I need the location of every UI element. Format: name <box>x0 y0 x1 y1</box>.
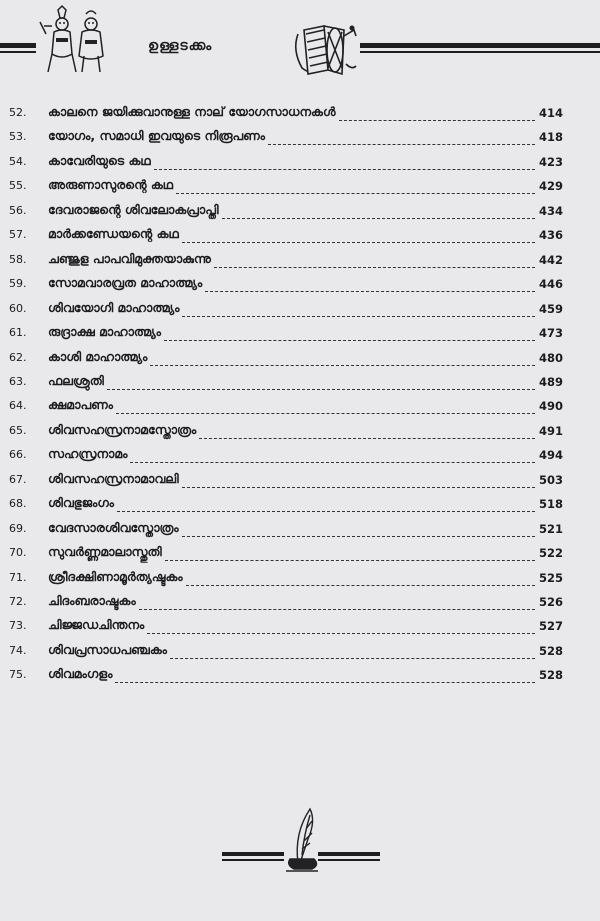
toc-entry-title: കാവേരിയുടെ കഥ <box>48 152 151 168</box>
toc-entry-title: ചിജ്ജഡചിന്തനം <box>48 617 145 633</box>
toc-entry-leader <box>339 120 535 121</box>
toc-entry-number: 52. <box>9 106 27 119</box>
toc-entry-leader <box>170 658 535 659</box>
toc-entry-number: 62. <box>9 350 27 364</box>
toc-entry-number: 70. <box>9 546 27 560</box>
toc-entry-page: 503 <box>538 472 563 487</box>
toc-entry-number: 66. <box>9 448 27 462</box>
toc-entry-page: 434 <box>538 203 563 218</box>
toc-entry-page: 528 <box>538 668 563 683</box>
toc-entry-leader <box>182 316 535 317</box>
toc-entry-title: സുവർണ്ണമാലാസ്തുതി <box>48 544 162 560</box>
toc-entry-page: 429 <box>538 179 563 194</box>
toc-entry-number: 64. <box>9 399 27 413</box>
toc-entry-title: ശിവപ്രസാധപഞ്ചകം <box>48 641 167 657</box>
toc-entry-number: 65. <box>9 423 27 437</box>
toc-entry-title: സഹസ്രനാമം <box>48 446 128 462</box>
toc-entry-page: 414 <box>538 106 563 120</box>
toc-entry-number: 60. <box>9 301 27 315</box>
toc-entry-number: 67. <box>9 472 27 486</box>
toc-entry <box>0 567 600 593</box>
toc-entry-page: 494 <box>538 448 563 463</box>
toc-entry-number: 73. <box>9 619 27 633</box>
toc-entry <box>0 347 600 373</box>
toc-entry-page: 527 <box>538 619 563 634</box>
toc-entry-title: സോമവാരവ്രത മാഹാത്മ്യം <box>48 275 203 291</box>
toc-entry-leader <box>186 585 535 586</box>
toc-entry-title: ശിവസഹസ്രനാമസ്തോത്രം <box>48 421 197 437</box>
toc-entry-leader <box>214 267 535 268</box>
toc-entry-page: 473 <box>538 326 563 341</box>
footer-rule-left <box>222 852 284 856</box>
damaru-icon <box>288 20 360 82</box>
header-rule-right-thin <box>360 51 600 53</box>
toc-entry-page: 490 <box>538 399 563 414</box>
toc-entry <box>0 151 600 177</box>
toc-entry-page: 491 <box>538 423 563 438</box>
toc-entry-title: ദേവരാജന്റെ ശിവലോകപ്രാപ്തി <box>48 201 219 217</box>
toc-entry-leader <box>199 438 535 439</box>
toc-entry-page: 446 <box>538 277 563 292</box>
toc-entry <box>0 420 600 446</box>
toc-entry <box>0 322 600 348</box>
toc-entry-leader <box>176 193 535 194</box>
toc-entry <box>0 200 600 226</box>
header-rule-left <box>0 43 38 48</box>
toc-entry <box>0 615 600 641</box>
toc-entry <box>0 444 600 470</box>
toc-entry-number: 61. <box>9 326 27 340</box>
toc-entry <box>0 542 600 568</box>
quill-inkpot-icon <box>280 805 324 875</box>
toc-entry <box>0 664 600 690</box>
toc-entry-leader <box>222 218 535 219</box>
toc-entry-leader <box>147 633 535 634</box>
toc-entry-page: 525 <box>538 570 563 585</box>
toc-entry-title: കാലനെ ജയിക്കുവാനുള്ള നാല് യോഗസാധനകൾ <box>48 104 336 119</box>
toc-entry-number: 74. <box>9 643 27 657</box>
toc-entry-number: 58. <box>9 252 27 266</box>
toc-entry-title: ഫലശ്രുതി <box>48 372 104 388</box>
toc-entry-number: 68. <box>9 497 27 511</box>
toc-entry-title: ശിവയോഗി മാഹാത്മ്യം <box>48 299 180 315</box>
toc-entry-leader <box>107 389 535 390</box>
toc-entry-page: 526 <box>538 595 563 609</box>
toc-entry-number: 53. <box>9 130 27 144</box>
toc-entry <box>0 640 600 666</box>
toc-entry-page: 436 <box>538 228 563 243</box>
toc-entry-number: 69. <box>9 521 27 535</box>
toc-entry-title: ചിദംബരാഷ്ടകം <box>48 593 136 608</box>
toc-entry-leader <box>164 340 535 341</box>
toc-entry <box>0 371 600 397</box>
toc-entry <box>0 224 600 250</box>
toc-entry-number: 54. <box>9 154 27 168</box>
toc-entry-leader <box>205 291 535 292</box>
shiva-parvati-icon <box>36 4 112 76</box>
toc-entry-title: യോഗം, സമാധി ഇവയുടെ നിരൂപണം <box>48 128 265 144</box>
toc-entry-leader <box>116 413 535 414</box>
toc-entry-page: 522 <box>538 546 563 561</box>
toc-entry-title: ശിവസഹസ്രനാമാവലി <box>48 470 179 486</box>
toc-entry-title: ശ്രീദക്ഷിണാമൂർത്യഷ്ടകം <box>48 568 183 584</box>
toc-entry-title: ശിവഭുജംഗം <box>48 495 114 511</box>
toc-entry <box>0 102 600 128</box>
toc-entry-leader <box>182 536 535 537</box>
toc-entry-number: 75. <box>9 668 27 682</box>
toc-entry-title: ക്ഷമാപണം <box>48 397 113 413</box>
toc-entry-page: 528 <box>538 643 563 658</box>
toc-entry <box>0 395 600 421</box>
toc-entry <box>0 249 600 275</box>
toc-entry-page: 518 <box>538 497 563 512</box>
toc-entry-title: കാശി മാഹാത്മ്യം <box>48 348 148 364</box>
toc-entry-leader <box>268 144 535 145</box>
toc-entry-page: 418 <box>538 130 563 145</box>
toc-entry-page: 459 <box>538 301 563 316</box>
toc-entry-leader <box>115 682 535 683</box>
toc-entry-leader <box>139 609 535 610</box>
toc-entry <box>0 298 600 324</box>
toc-entry-page: 489 <box>538 374 563 389</box>
toc-entry <box>0 175 600 201</box>
toc-entry-leader <box>150 365 535 366</box>
toc-entry-number: 56. <box>9 203 27 217</box>
footer-rule-right-thin <box>318 859 380 861</box>
toc-entry-number: 59. <box>9 277 27 291</box>
toc-entry-leader <box>182 487 535 488</box>
toc-entry-leader <box>165 560 535 561</box>
header-rule-left-thin <box>0 51 38 53</box>
toc-entry-number: 63. <box>9 374 27 388</box>
toc-entry-page: 521 <box>538 521 563 536</box>
toc-entry <box>0 493 600 519</box>
page-title: ഉള്ളടക്കം <box>148 38 213 54</box>
toc-entry <box>0 518 600 544</box>
toc-entry-leader <box>154 169 535 170</box>
toc-entry <box>0 126 600 152</box>
toc-entry-leader <box>182 242 535 243</box>
toc-entry-number: 57. <box>9 228 27 242</box>
toc-entry-leader <box>117 511 535 512</box>
toc-entry-title: വേദസാരശിവസ്തോത്രം <box>48 519 179 535</box>
toc-entry-number: 55. <box>9 179 27 193</box>
footer-rule-right <box>318 852 380 856</box>
toc-entry-leader <box>130 462 535 463</box>
toc-entry-page: 480 <box>538 350 563 365</box>
toc-entry <box>0 591 600 617</box>
toc-entry-title: ശിവമംഗളം <box>48 666 113 682</box>
header-rule-right <box>360 43 600 48</box>
toc-entry <box>0 469 600 495</box>
footer-rule-left-thin <box>222 859 284 861</box>
toc-entry-title: ചഞ്ജുള പാപവിമുക്തയാകുന്നു <box>48 250 211 266</box>
toc-entry-title: രുദ്രാക്ഷ മാഹാത്മ്യം <box>48 324 161 340</box>
toc-entry-title: മാർക്കണ്ഡേയന്റെ കഥ <box>48 226 179 242</box>
toc-entry-number: 71. <box>9 570 27 584</box>
toc-entry-page: 423 <box>538 154 563 169</box>
toc-entry-page: 442 <box>538 252 563 267</box>
toc-entry-title: അരുണാസുരന്റെ കഥ <box>48 177 174 193</box>
toc-entry-number: 72. <box>9 595 27 608</box>
toc-entry <box>0 273 600 299</box>
